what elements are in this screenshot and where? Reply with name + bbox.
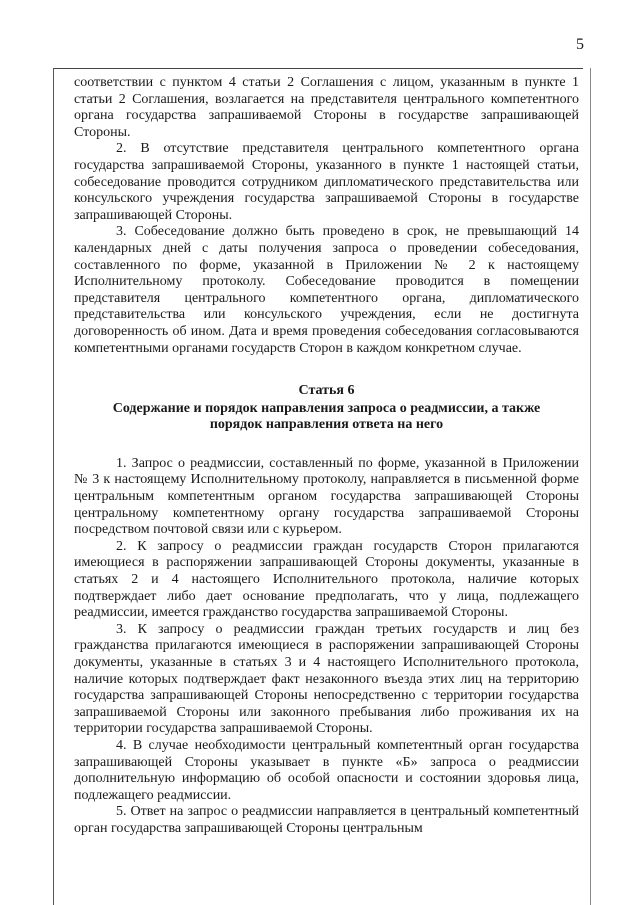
- paragraph-6-4: 4. В случае необходимости центральный компетентный орган государства запрашивающей Стороны указывает в пункте «Б» запроса о реадмиссии дополнительную информацию об особой опасности и состоянии здоровья лица, подлежащего реадмиссии.: [74, 737, 579, 803]
- paragraph-6-2: 2. К запросу о реадмиссии граждан государств Сторон прилагаются имеющиеся в распоряжении запрашивающей Стороны документы, указанные в статьях 2 и 4 настоящего Исполнительного протокола, наличие которых подтверждает либо дает основание предполагать, что у лица, подлежащего реадмиссии, имеется гражданство государства запрашиваемой Стороны.: [74, 538, 579, 621]
- paragraph-5-3: 3. Собеседование должно быть проведено в срок, не превышающий 14 календарных дней с даты получения запроса о проведении собеседования, составленного по форме, указанной в Приложении № 2 к настоящему Исполнительному протоколу. Собеседование проводится в помещении представителя центрального компетентного органа, дипломатического представительства или консульского учреждения, если не достигнута договоренность об ином. Дата и время проведения собеседования согласовываются компетентными органами государств Сторон в каждом конкретном случае.: [74, 224, 579, 356]
- article-subtitle: Содержание и порядок направления запроса о реадмиссии, а также порядок направления ответа на него: [112, 400, 541, 433]
- paragraph-6-1: 1. Запрос о реадмиссии, составленный по форме, указанной в Приложении № 3 к настоящему Исполнительному протоколу, направляется в письменной форме центральным компетентным органом государства запрашивающей Стороны центральному компетентному органу государства запрашиваемой Стороны посредством почтовой связи или с курьером.: [74, 455, 579, 538]
- paragraph-5-2: 2. В отсутствие представителя центрального компетентного органа государства запрашиваемой Стороны, указанного в пункте 1 настоящей статьи, собеседование проводится сотрудником дипломатического представительства или консульского учреждения государства запрашиваемой Стороны в государстве запрашивающей Стороны.: [74, 141, 579, 223]
- document-body: [74, 75, 579, 838]
- paragraph-continuation: соответствии с пунктом 4 статьи 2 Соглашения с лицом, указанным в пункте 1 статьи 2 Соглашения, возлагается на представителя центрального компетентного органа государства запрашиваемой Стороны в государстве запрашивающей Стороны.: [74, 75, 579, 140]
- page-number: 5: [576, 36, 584, 53]
- paragraph-6-5: 5. Ответ на запрос о реадмиссии направляется в центральный компетентный орган государства запрашивающей Стороны центральным: [74, 804, 579, 836]
- paragraph-6-3: 3. К запросу о реадмиссии граждан третьих государств и лиц без гражданства прилагаются имеющиеся в распоряжении запрашивающей Стороны документы, указанные в статьях 3 и 4 настоящего Исполнительного протокола, наличие которых подтверждает факт незаконного въезда этих лиц на территорию государства запрашивающей Стороны непосредственно с территории государства запрашиваемой Стороны или законного пребывания либо проживания их на территории государства запрашиваемой Стороны.: [74, 621, 579, 737]
- scan-border-top: [53, 68, 583, 69]
- scan-border-left: [53, 68, 54, 905]
- scan-border-right: [590, 68, 591, 905]
- article-heading: [74, 383, 579, 434]
- article-title: Статья 6: [298, 383, 355, 399]
